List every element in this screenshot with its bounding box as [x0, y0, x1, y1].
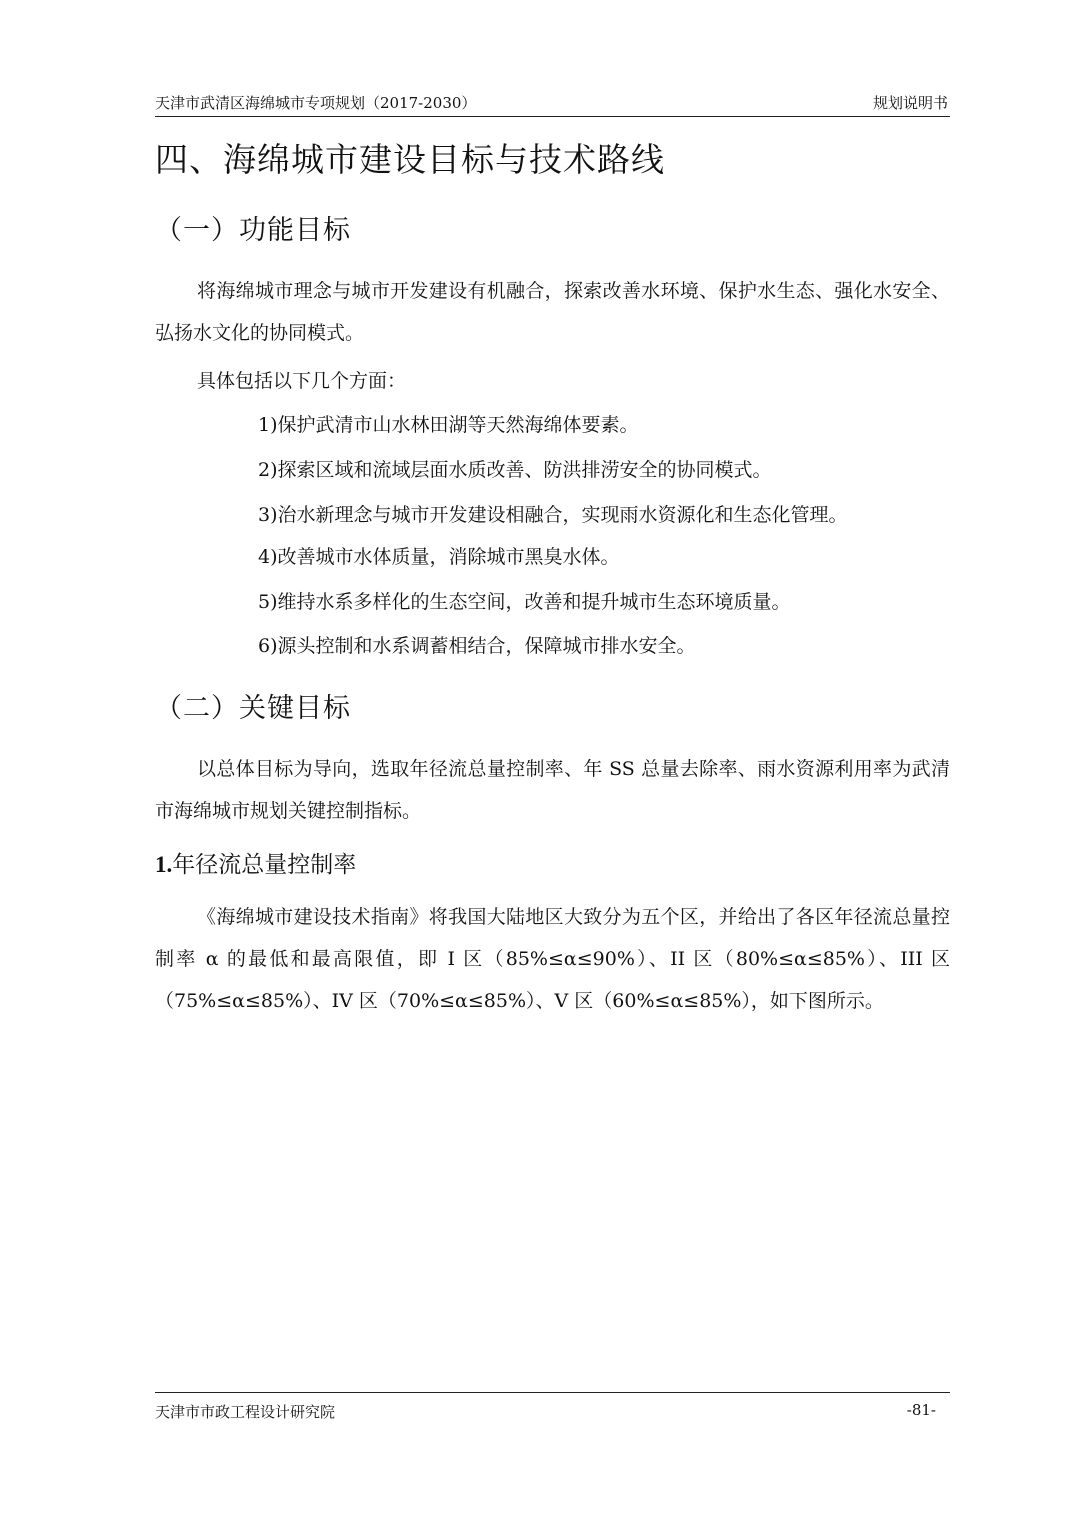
- section-2-paragraph: 以总体目标为导向，选取年径流总量控制率、年 SS 总量去除率、雨水资源利用率为武清市海绵城市规划关键控制指标。: [155, 758, 950, 822]
- page-footer: [155, 1392, 950, 1427]
- list-item: 2)探索区域和流域层面水质改善、防洪排涝安全的协同模式。: [258, 459, 772, 481]
- list-item: 6)源头控制和水系调蓄相结合，保障城市排水安全。: [258, 635, 696, 657]
- list-item: 4)改善城市水体质量，消除城市黑臭水体。: [258, 546, 620, 568]
- list-item: 5)维持水系多样化的生态空间，改善和提升城市生态环境质量。: [258, 591, 791, 613]
- header-document-title: 天津市武清区海绵城市专项规划（2017-2030）: [155, 94, 477, 112]
- section-1-title: （一）功能目标: [155, 215, 351, 246]
- subsection-1-title-text: 年径流总量控制率: [172, 852, 357, 878]
- chapter-title: 四、海绵城市建设目标与技术路线: [155, 140, 665, 179]
- section-2-title: （二）关键目标: [155, 693, 351, 724]
- subsection-1-title: [155, 846, 356, 879]
- header-document-type: 规划说明书: [872, 94, 948, 112]
- page-number: -81-: [906, 1401, 936, 1419]
- list-item: 1)保护武清市山水林田湖等天然海绵体要素。: [258, 414, 639, 436]
- footer-organization: 天津市市政工程设计研究院: [155, 1403, 336, 1421]
- subsection-1-number: 1.: [155, 852, 173, 877]
- section-1-paragraph: 将海绵城市理念与城市开发建设有机融合，探索改善水环境、保护水生态、强化水安全、弘扬水文化的协同模式。: [155, 280, 950, 344]
- subsection-1-paragraph: 《海绵城市建设技术指南》将我国大陆地区大致分为五个区，并给出了各区年径流总量控制率 α 的最低和最高限值，即 I 区（85%≤α≤90%）、II 区（80%≤α≤85%）、III 区（75%≤α≤85%）、IV 区（70%≤α≤85%）、V 区（60%≤α≤85%），如下图所示。: [155, 906, 950, 1012]
- list-item: 3)治水新理念与城市开发建设相融合，实现雨水资源化和生态化管理。: [258, 504, 848, 526]
- page-header: [155, 92, 950, 117]
- section-1-intro: 具体包括以下几个方面：: [197, 370, 407, 392]
